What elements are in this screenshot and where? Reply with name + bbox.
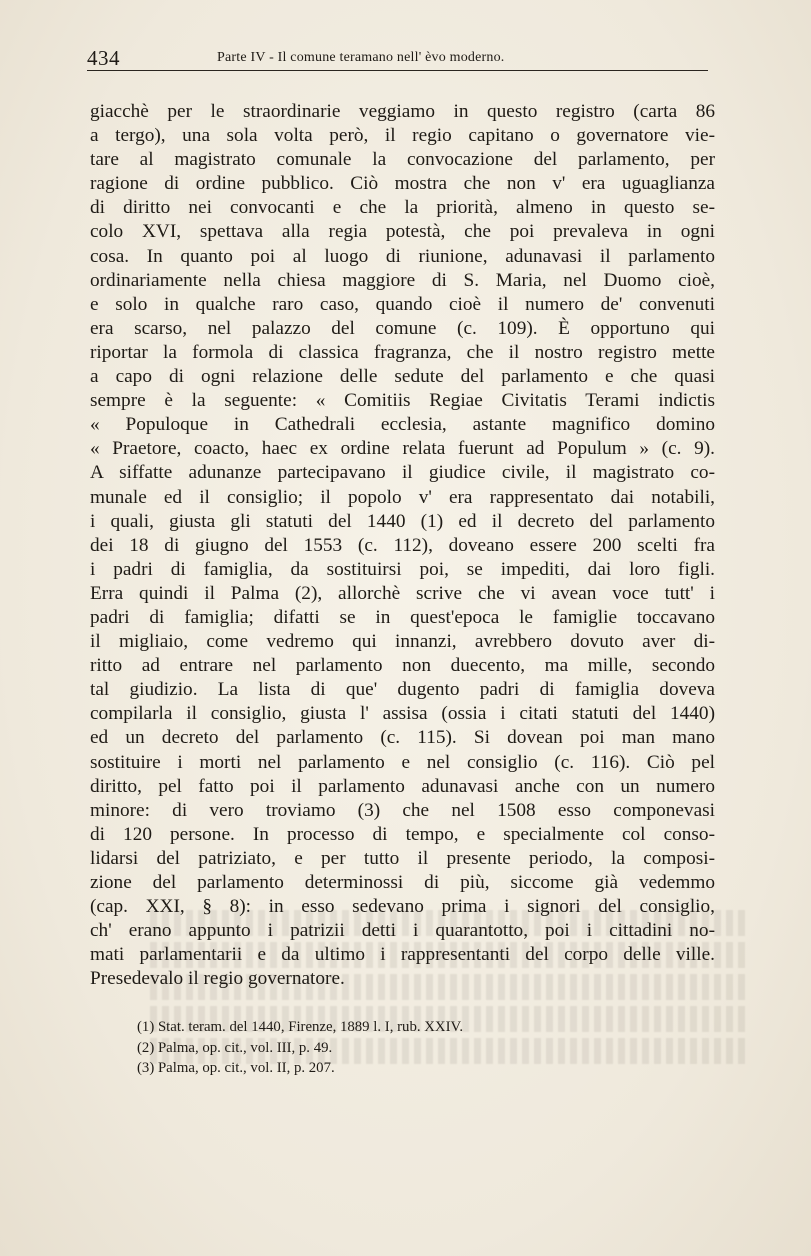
text-line: ragione di ordine pubblico. Ciò mostra che non v' era uguaglianza xyxy=(90,173,715,195)
text-line: Erra quindi il Palma (2), allorchè scrive che vi avean voce tutt' i xyxy=(90,582,715,604)
text-line: mati parlamentarii e da ultimo i rappresentanti del corpo delle ville. xyxy=(90,944,715,966)
text-line: a capo di ogni relazione delle sedute del parlamento e che quasi xyxy=(90,366,715,388)
text-line: « Praetore, coacto, haec ex ordine relata fuerunt ad Populum » (c. 9). xyxy=(90,438,715,460)
text-line: di diritto nei convocanti e che la priorità, almeno in questo se- xyxy=(90,197,715,219)
page-header xyxy=(87,46,708,71)
text-line: (cap. XXI, § 8): in esso sedevano prima i signori del consiglio, xyxy=(90,896,715,918)
text-line: « Populoque in Cathedrali ecclesia, astante magnifico domino xyxy=(90,414,715,436)
text-line: zione del parlamento determinossi di più, siccome già vedemmo xyxy=(90,872,715,893)
text-line: padri di famiglia; difatti se in quest'epoca le famiglie toccavano xyxy=(90,606,715,628)
footnote: (2) Palma, op. cit., vol. III, p. 49. xyxy=(137,1039,333,1056)
body-text xyxy=(90,100,715,991)
text-line: giacchè per le straordinarie veggiamo in questo registro (carta 86 xyxy=(90,101,715,122)
text-line: sostituire i morti nel parlamento e nel consiglio (c. 116). Ciò pel xyxy=(90,751,715,773)
text-line: compilarla il consiglio, giusta l' assisa (ossia i citati statuti del 1440) xyxy=(90,703,715,725)
text-line: A siffatte adunanze partecipavano il giudice civile, il magistrato co- xyxy=(90,462,715,484)
text-line: minore: di vero troviamo (3) che nel 1508 esso componevasi xyxy=(90,799,715,821)
text-line: Presedevalo il regio governatore. xyxy=(90,968,345,990)
footnote: (1) Stat. teram. del 1440, Firenze, 1889 l. I, rub. XXIV. xyxy=(137,1019,464,1035)
text-line: ordinariamente nella chiesa maggiore di S. Maria, nel Duomo cioè, xyxy=(90,269,715,291)
text-line: a tergo), una sola volta però, il regio capitano o governatore vie- xyxy=(90,125,715,147)
text-line: tare al magistrato comunale la convocazione del parlamento, per xyxy=(90,149,715,171)
text-line: colo XVI, spettava alla regia potestà, che poi prevaleva in ogni xyxy=(90,221,715,243)
text-line: ritto ad entrare nel parlamento non duecento, ma mille, secondo xyxy=(90,655,715,677)
text-line: munale ed il consiglio; il popolo v' era rappresentato dai notabili, xyxy=(90,486,715,508)
text-line: era scarso, nel palazzo del comune (c. 109). È opportuno qui xyxy=(90,317,715,339)
text-line: cosa. In quanto poi al luogo di riunione, adunavasi il parlamento xyxy=(90,245,715,267)
text-line: i quali, giusta gli statuti del 1440 (1) ed il decreto del parlamento xyxy=(90,510,715,532)
text-line: tal giudizio. La lista di que' dugento padri di famiglia doveva xyxy=(90,679,715,701)
text-line: lidarsi del patriziato, e per tutto il presente periodo, la composi- xyxy=(90,847,715,869)
text-line: ch' erano appunto i patrizii detti i quarantotto, poi i cittadini no- xyxy=(90,920,715,942)
text-line: e solo in qualche raro caso, quando cioè il numero de' convenuti xyxy=(90,293,715,315)
page-number: 434 xyxy=(87,46,120,70)
text-line: diritto, pel fatto poi il parlamento adunavasi anche con un numero xyxy=(90,775,715,797)
text-line: di 120 persone. In processo di tempo, e specialmente col conso- xyxy=(90,823,715,845)
text-line: sempre è la seguente: « Comitiis Regiae Civitatis Terami indictis xyxy=(90,390,715,412)
text-line: ed un decreto del parlamento (c. 115). Si dovean poi man mano xyxy=(90,727,715,749)
text-line: i padri di famiglia, da sostituirsi poi, se impediti, dai loro figli. xyxy=(90,558,715,580)
text-line: dei 18 di giugno del 1553 (c. 112), doveano essere 200 scelti fra xyxy=(90,534,715,556)
text-line: riportar la formola di classica fragranza, che il nostro registro mette xyxy=(90,341,715,363)
running-head: Parte IV - Il comune teramano nell' èvo moderno. xyxy=(217,50,505,65)
footnotes xyxy=(137,1017,717,1079)
text-line: il migliaio, come vedremo qui innanzi, avrebbero dovuto aver di- xyxy=(90,631,715,653)
footnote: (3) Palma, op. cit., vol. II, p. 207. xyxy=(137,1060,335,1076)
